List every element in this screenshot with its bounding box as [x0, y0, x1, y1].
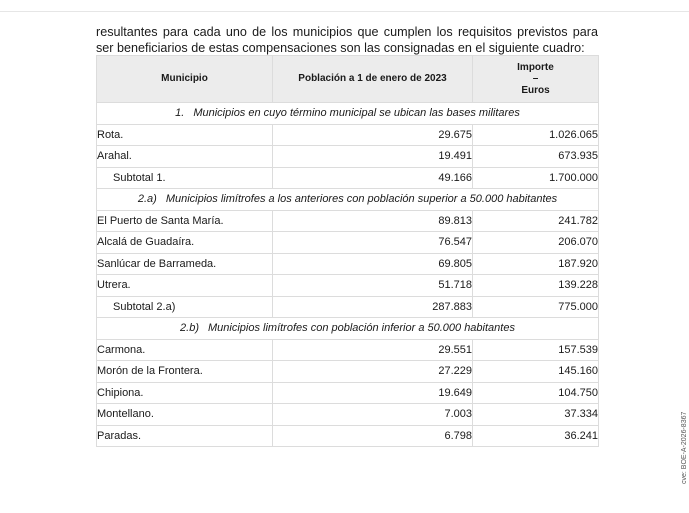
subtotal-importe: 775.000 — [473, 296, 599, 318]
cell-poblacion: 69.805 — [273, 253, 473, 275]
header-importe-line2: – — [532, 73, 539, 85]
section-title: Municipios limítrofes a los anteriores con población superior a 50.000 habitantes — [165, 193, 558, 206]
subtotal-importe: 1.700.000 — [473, 167, 599, 189]
section-title: Municipios en cuyo término municipal se ubican las bases militares — [193, 107, 520, 120]
cell-municipio: Carmona. — [97, 339, 273, 361]
intro-paragraph — [96, 24, 598, 56]
cell-municipio: Sanlúcar de Barrameda. — [97, 253, 273, 275]
subtotal-poblacion: 287.883 — [273, 296, 473, 318]
cell-poblacion: 51.718 — [273, 275, 473, 297]
subtotal-label: Subtotal 1. — [97, 167, 273, 189]
cell-municipio: Morón de la Frontera. — [97, 361, 273, 383]
subtotal-row — [97, 167, 599, 189]
table-row — [97, 275, 599, 297]
section-heading-row — [97, 318, 599, 340]
cell-municipio: Paradas. — [97, 425, 273, 447]
cell-poblacion: 19.491 — [273, 146, 473, 168]
table-row — [97, 404, 599, 426]
cell-municipio: Montellano. — [97, 404, 273, 426]
table-row — [97, 210, 599, 232]
table-header — [97, 56, 599, 103]
cell-importe: 206.070 — [473, 232, 599, 254]
cell-importe: 104.750 — [473, 382, 599, 404]
header-poblacion: Población a 1 de enero de 2023 — [273, 56, 473, 103]
page-top-divider — [0, 11, 689, 12]
subtotal-row — [97, 296, 599, 318]
cell-municipio: Rota. — [97, 124, 273, 146]
header-municipio: Municipio — [97, 56, 273, 103]
cell-importe: 157.539 — [473, 339, 599, 361]
document-cve-code: cve: BOE-A-2026-8367 — [681, 411, 688, 484]
cell-municipio: Utrera. — [97, 275, 273, 297]
cell-poblacion: 7.003 — [273, 404, 473, 426]
header-importe-line3: Euros — [521, 84, 550, 96]
table-row — [97, 425, 599, 447]
section-2b-heading — [97, 318, 599, 340]
cell-poblacion: 27.229 — [273, 361, 473, 383]
cell-poblacion: 76.547 — [273, 232, 473, 254]
cell-municipio: Chipiona. — [97, 382, 273, 404]
table-row — [97, 146, 599, 168]
intro-line-2: ser beneficiarios de estas compensaciones son las consignadas en el siguiente cuadro: — [96, 40, 585, 55]
cell-poblacion: 29.551 — [273, 339, 473, 361]
cell-poblacion: 6.798 — [273, 425, 473, 447]
section-heading-row — [97, 189, 599, 211]
cell-municipio: El Puerto de Santa María. — [97, 210, 273, 232]
cell-importe: 673.935 — [473, 146, 599, 168]
subtotal-label: Subtotal 2.a) — [97, 296, 273, 318]
section-title: Municipios limítrofes con población inferior a 50.000 habitantes — [208, 322, 515, 335]
cell-municipio: Alcalá de Guadaíra. — [97, 232, 273, 254]
cell-poblacion: 29.675 — [273, 124, 473, 146]
section-number: 2.b) — [180, 322, 199, 335]
section-number: 2.a) — [137, 193, 157, 206]
intro-line-1: resultantes para cada uno de los municipios que cumplen los requisitos previstos para — [96, 24, 598, 39]
cell-municipio: Arahal. — [97, 146, 273, 168]
subtotal-poblacion: 49.166 — [273, 167, 473, 189]
cell-importe: 36.241 — [473, 425, 599, 447]
cell-importe: 145.160 — [473, 361, 599, 383]
cell-importe: 241.782 — [473, 210, 599, 232]
section-1-heading — [97, 103, 599, 125]
table-row — [97, 124, 599, 146]
table-row — [97, 253, 599, 275]
cell-importe: 139.228 — [473, 275, 599, 297]
table-row — [97, 232, 599, 254]
cell-poblacion: 19.649 — [273, 382, 473, 404]
cell-poblacion: 89.813 — [273, 210, 473, 232]
cell-importe: 1.026.065 — [473, 124, 599, 146]
compensation-table — [96, 55, 599, 447]
table-row — [97, 382, 599, 404]
cell-importe: 37.334 — [473, 404, 599, 426]
table-row — [97, 361, 599, 383]
section-number: 1. — [175, 107, 185, 120]
header-importe-line1: Importe — [517, 61, 554, 73]
cell-importe: 187.920 — [473, 253, 599, 275]
section-2a-heading — [97, 189, 599, 211]
section-heading-row — [97, 103, 599, 125]
header-importe — [473, 56, 599, 103]
table-row — [97, 339, 599, 361]
